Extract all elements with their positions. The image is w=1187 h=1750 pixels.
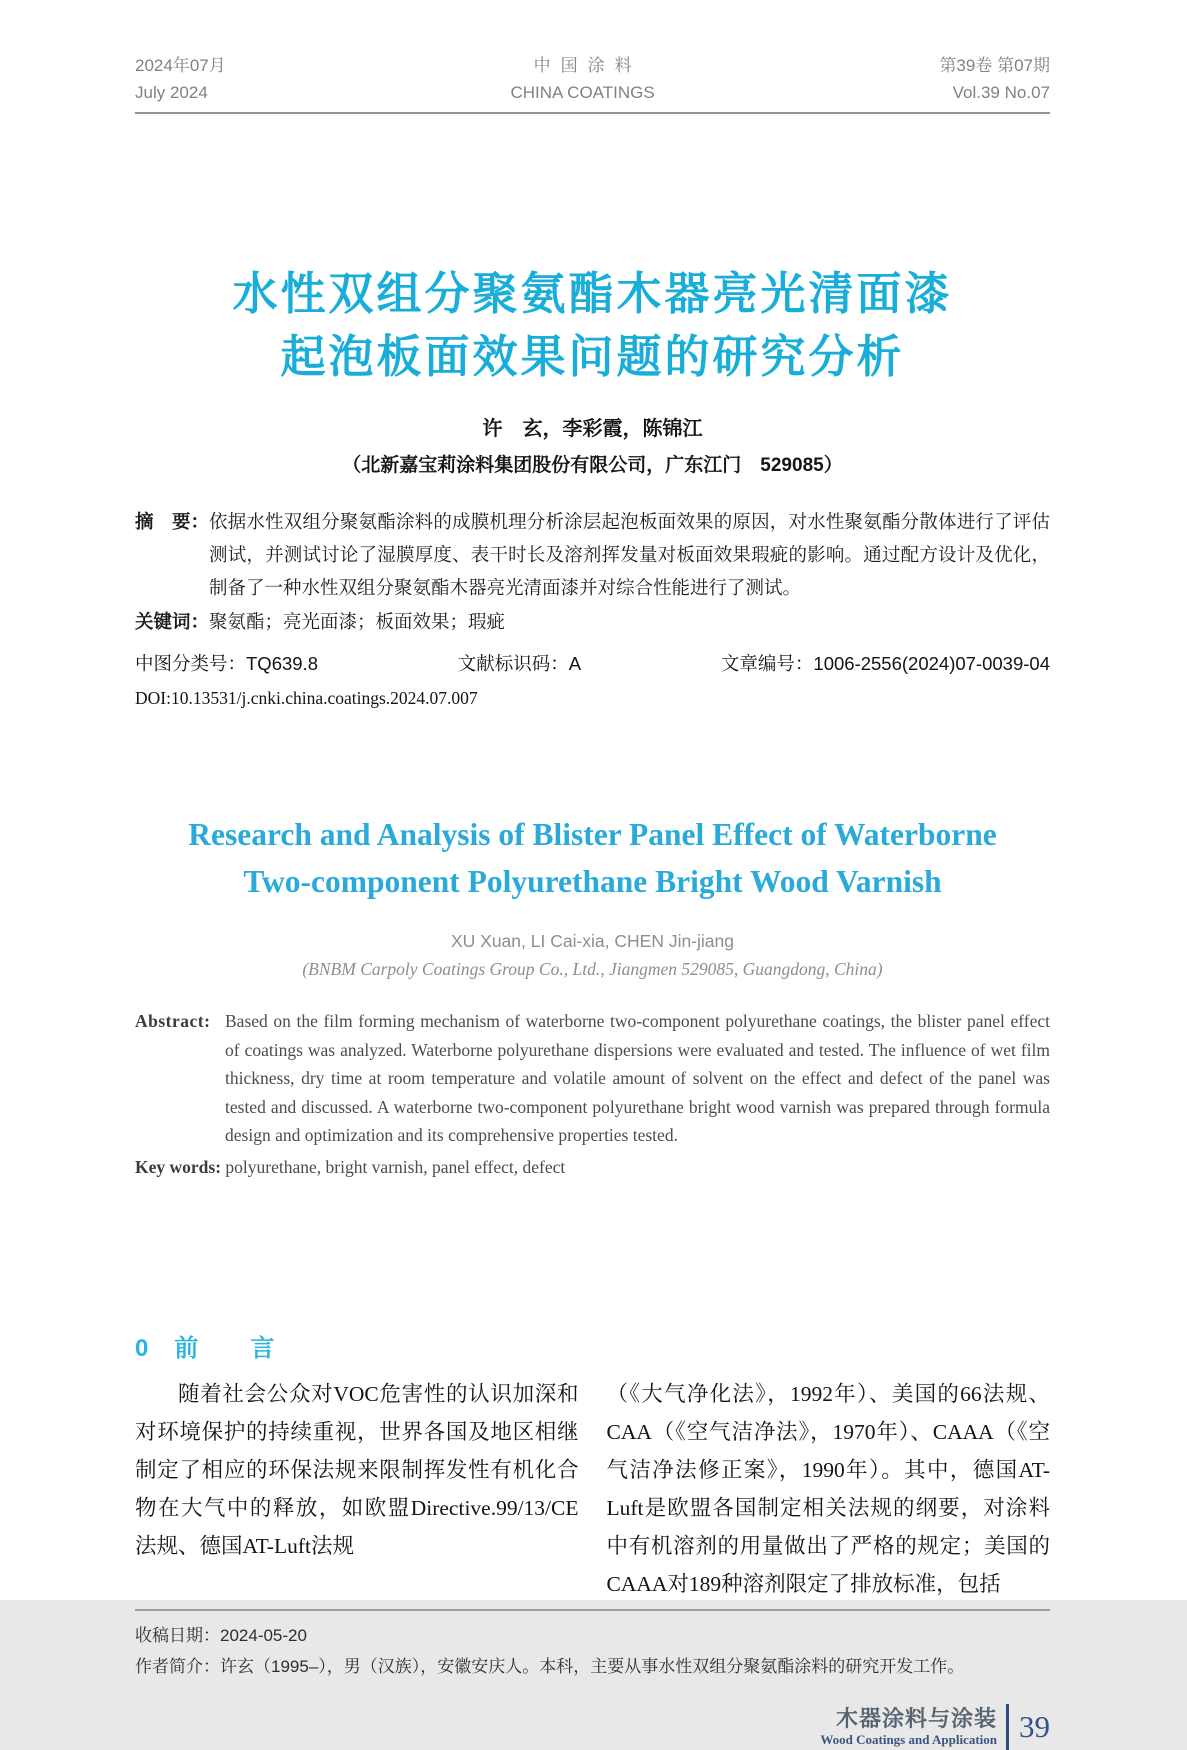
body-column-left [135, 1333, 579, 1603]
authors-cn: 许 玄，李彩霞，陈锦江 [482, 418, 703, 440]
journal-header [135, 52, 1050, 114]
keywords-en [135, 1153, 1050, 1182]
abstract-en-text: Based on the film forming mechanism of waterborne two-component polyurethane coatings, the blister panel effect of coatings was analyzed. Waterborne polyurethane dispersions were evaluated and tested. The influence of wet film thickness, dry time at room temperature and volatile amount of solvent on the effect and defect of the panel was tested and discussed. A waterborne two-component polyurethane bright wood varnish was prepared through formula design and optimization and its comprehensive properties tested. [225, 1011, 1050, 1145]
badge-divider-bar [1006, 1704, 1009, 1750]
header-journal-block [510, 52, 654, 106]
body-column-right [607, 1333, 1051, 1603]
page-number: 39 [1019, 1709, 1050, 1744]
header-issue-block [939, 52, 1050, 106]
keywords-en-text: polyurethane, bright varnish, panel effect, defect [225, 1156, 566, 1177]
document-code: 文献标识码：A [457, 653, 582, 674]
body-columns [135, 1333, 1050, 1603]
intro-paragraph-left: 随着社会公众对VOC危害性的认识加深和对环境保护的持续重视，世界各国及地区相继制定了相应的环保法规来限制挥发性有机化合物在大气中的释放，如欧盟Directive.99/13/CE法规、德国AT-Luft法规 [135, 1382, 579, 1558]
keywords-cn [135, 605, 1050, 638]
affiliation-en: (BNBM Carpoly Coatings Group Co., Ltd., Jiangmen 529085, Guangdong, China) [302, 959, 883, 979]
paper-title-cn [135, 262, 1050, 388]
author-bio: 作者简介：许玄（1995–），男（汉族），安徽安庆人。本科，主要从事水性双组分聚氨酯涂料的研究开发工作。 [135, 1657, 965, 1676]
paper-title-cn-line1: 水性双组分聚氨酯木器亮光清面漆 [232, 268, 953, 319]
article-id: 文章编号：1006-2556(2024)07-0039-04 [720, 653, 1050, 674]
header-date-cn: 2024年07月 [135, 56, 226, 75]
journal-name-cn: 中国涂料 [533, 56, 642, 75]
authors-en: XU Xuan, LI Cai-xia, CHEN Jin-jiang [450, 931, 735, 951]
journal-name-en: CHINA COATINGS [510, 83, 655, 102]
abstract-en [135, 1007, 1050, 1150]
column-title-cn: 木器涂料与涂装 [835, 1705, 997, 1731]
meta-row [135, 650, 1050, 676]
footer-badge [135, 1704, 1050, 1750]
keywords-cn-label: 关键词： [135, 611, 210, 632]
paper-title-cn-line2: 起泡板面效果问题的研究分析 [280, 331, 905, 382]
affiliation-cn: （北新嘉宝莉涂料集团股份有限公司，广东江门 529085） [342, 455, 843, 476]
keywords-cn-text: 聚氨酯；亮光面漆；板面效果；瑕疵 [209, 611, 506, 632]
header-date-block [135, 52, 226, 106]
header-date-en: July 2024 [135, 83, 208, 102]
abstract-cn-text: 依据水性双组分聚氨酯涂料的成膜机理分析涂层起泡板面效果的原因，对水性聚氨酯分散体进行了评估测试，并测试讨论了湿膜厚度、表干时长及溶剂挥发量对板面效果瑕疵的影响。通过配方设计及优化，制备了一种水性双组分聚氨酯木器亮光清面漆并对综合性能进行了测试。 [209, 511, 1050, 598]
header-issue-cn: 第39卷 第07期 [939, 56, 1050, 75]
paper-title-en-line1: Research and Analysis of Blister Panel Effect of Waterborne [188, 817, 997, 852]
received-date: 收稿日期：2024-05-20 [135, 1626, 307, 1645]
doi-line: DOI:10.13531/j.cnki.china.coatings.2024.07.007 [135, 688, 478, 708]
section-0-number: 0 [135, 1335, 149, 1362]
clc-number: 中图分类号：TQ639.8 [135, 653, 318, 674]
abstract-cn [135, 505, 1050, 604]
keywords-en-label: Key words: [135, 1156, 222, 1177]
abstract-cn-label: 摘 要： [135, 511, 210, 532]
intro-paragraph-right: （《大气净化法》，1992年）、美国的66法规、CAA（《空气洁净法》，1970年）、CAAA（《空气洁净法修正案》，1990年）。其中，德国AT-Luft是欧盟各国制定相关法规的纲要，对涂料中有机溶剂的用量做出了严格的规定；美国的CAAA对189种溶剂限定了排放标准，包括 [606, 1382, 1050, 1596]
section-0-heading [135, 1333, 579, 1365]
paper-title-en-line2: Two-component Polyurethane Bright Wood Varnish [243, 864, 942, 899]
column-title-en: Wood Coatings and Application [820, 1731, 997, 1747]
column-title-block [820, 1707, 997, 1748]
section-0-title: 前 言 [174, 1335, 289, 1362]
footnote-block [135, 1620, 1050, 1682]
paper-title-en [135, 811, 1050, 905]
header-issue-en: Vol.39 No.07 [952, 83, 1050, 102]
abstract-en-label: Abstract: [135, 1011, 211, 1031]
footnote-divider [135, 1609, 1050, 1611]
